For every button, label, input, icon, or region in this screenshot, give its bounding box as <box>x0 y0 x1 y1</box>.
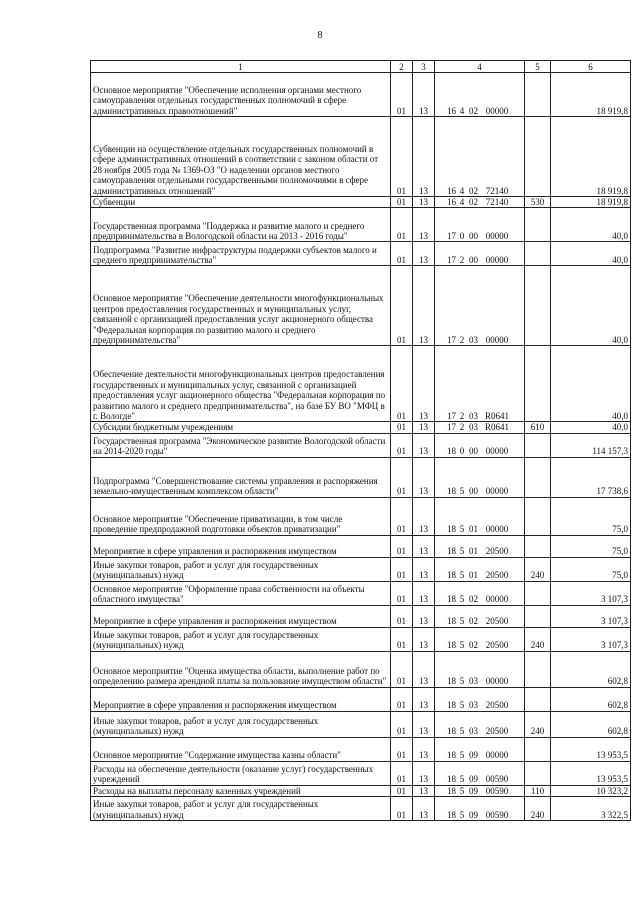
row-amount: 75,0 <box>551 557 631 581</box>
row-expense-type <box>525 497 551 535</box>
target-code-part: 03 <box>469 411 478 421</box>
row-expense-type <box>525 761 551 785</box>
row-amount: 114 157,3 <box>551 433 631 457</box>
row-target-code <box>435 242 525 266</box>
table-row <box>91 581 631 605</box>
row-target-code <box>435 761 525 785</box>
row-name: Иные закупки товаров, работ и услуг для государственных (муниципальных) нужд <box>91 627 391 651</box>
row-subsection: 13 <box>413 266 435 346</box>
target-code-part: 5 <box>459 750 465 761</box>
table-row <box>91 266 631 346</box>
target-code-part: 00000 <box>485 524 509 535</box>
row-expense-type <box>525 535 551 557</box>
target-code-part: 02 <box>469 185 478 196</box>
row-amount: 3 107,3 <box>551 627 631 651</box>
row-amount: 75,0 <box>551 497 631 535</box>
row-expense-type <box>525 242 551 266</box>
target-code-part: 00 <box>469 446 478 457</box>
target-code-part: 00 <box>469 231 478 241</box>
row-section: 01 <box>391 581 413 605</box>
target-code-part: 0 <box>459 231 465 241</box>
header-col-6: 6 <box>551 61 631 73</box>
row-name: Мероприятие в сфере управления и распоряжения имуществом <box>91 687 391 711</box>
target-code-part: 02 <box>469 616 478 627</box>
row-section: 01 <box>391 557 413 581</box>
row-name: Подпрограмма "Развитие инфраструктуры поддержки субъектов малого и среднего предпринимательства" <box>91 242 391 266</box>
target-code-part: 02 <box>469 594 478 605</box>
table-row <box>91 737 631 761</box>
row-expense-type <box>525 208 551 242</box>
row-section: 01 <box>391 197 413 208</box>
target-code-part: R0641 <box>484 411 509 421</box>
target-code-part: 20500 <box>485 570 509 581</box>
row-subsection: 13 <box>413 557 435 581</box>
target-code-part: 5 <box>459 546 465 557</box>
target-code-part: 03 <box>469 335 478 345</box>
target-code-part: 02 <box>469 197 478 207</box>
row-subsection: 13 <box>413 651 435 687</box>
target-code-part: 5 <box>459 616 465 627</box>
target-code-part: 72140 <box>485 197 509 207</box>
target-code-part: 00000 <box>485 486 509 497</box>
row-name: Государственная программа "Экономическое развитие Вологодской области на 2014-2020 годы" <box>91 433 391 457</box>
row-target-code <box>435 117 525 197</box>
header-col-1: 1 <box>91 61 391 73</box>
target-code-part: 2 <box>459 411 465 421</box>
row-subsection: 13 <box>413 433 435 457</box>
target-code-part: 00 <box>469 486 478 497</box>
row-target-code <box>435 651 525 687</box>
row-subsection: 13 <box>413 797 435 821</box>
target-code-part: 18 <box>447 750 456 761</box>
target-code-part: 2 <box>459 422 465 433</box>
row-amount: 18 919,8 <box>551 73 631 117</box>
table-row <box>91 627 631 651</box>
target-code-part: 02 <box>469 640 478 651</box>
target-code-part: 09 <box>469 785 478 796</box>
row-subsection: 13 <box>413 785 435 796</box>
row-name: Иные закупки товаров, работ и услуг для государственных (муниципальных) нужд <box>91 711 391 737</box>
table-row <box>91 422 631 433</box>
row-name: Основное мероприятие "Обеспечение деятельности многофункциональных центров предоставления государственных и муниципальных услуг, связанной с организацией предоставления услуг акционерного общества "Федеральная корпорация по развитию малого и среднего предпринимательства" <box>91 266 391 346</box>
table-row <box>91 457 631 497</box>
row-name: Основное мероприятие "Обеспечение исполнения органами местного самоуправления отдельных государственных полномочий в сфере административных правоотношений" <box>91 73 391 117</box>
table-row <box>91 117 631 197</box>
target-code-part: 18 <box>447 594 456 605</box>
target-code-part: 20500 <box>485 616 509 627</box>
target-code-part: 18 <box>447 486 456 497</box>
row-target-code <box>435 785 525 796</box>
row-subsection: 13 <box>413 422 435 433</box>
row-target-code <box>435 497 525 535</box>
row-subsection: 13 <box>413 737 435 761</box>
row-section: 01 <box>391 266 413 346</box>
table-row <box>91 557 631 581</box>
row-section: 01 <box>391 711 413 737</box>
row-amount: 10 323,2 <box>551 785 631 796</box>
header-col-3: 3 <box>413 61 435 73</box>
target-code-part: 17 <box>447 422 456 433</box>
target-code-part: 03 <box>469 700 478 711</box>
row-name: Подпрограмма "Совершенствование системы управления и распоряжения земельно-имущественным комплексом области" <box>91 457 391 497</box>
row-subsection: 13 <box>413 346 435 422</box>
row-name: Субвенции <box>91 197 391 208</box>
table-row <box>91 242 631 266</box>
row-section: 01 <box>391 761 413 785</box>
row-target-code <box>435 535 525 557</box>
row-expense-type <box>525 737 551 761</box>
row-section: 01 <box>391 117 413 197</box>
row-expense-type <box>525 73 551 117</box>
target-code-part: 5 <box>459 774 465 785</box>
target-code-part: 5 <box>459 524 465 535</box>
table-row <box>91 711 631 737</box>
target-code-part: R0641 <box>484 422 509 433</box>
row-target-code <box>435 627 525 651</box>
row-section: 01 <box>391 433 413 457</box>
target-code-part: 18 <box>447 785 456 796</box>
target-code-part: 00000 <box>485 446 509 457</box>
page-number: 8 <box>317 30 323 41</box>
target-code-part: 18 <box>447 546 456 557</box>
row-section: 01 <box>391 651 413 687</box>
table-header-row <box>91 61 631 73</box>
row-name: Иные закупки товаров, работ и услуг для государственных (муниципальных) нужд <box>91 797 391 821</box>
row-section: 01 <box>391 497 413 535</box>
row-section: 01 <box>391 346 413 422</box>
target-code-part: 09 <box>469 750 478 761</box>
row-subsection: 13 <box>413 761 435 785</box>
header-col-2: 2 <box>391 61 413 73</box>
row-name: Расходы на обеспечение деятельности (оказание услуг) государственных учреждений <box>91 761 391 785</box>
target-code-part: 18 <box>447 524 456 535</box>
target-code-part: 09 <box>469 809 478 820</box>
target-code-part: 72140 <box>485 185 509 196</box>
table-row <box>91 785 631 796</box>
row-expense-type: 530 <box>525 197 551 208</box>
row-subsection: 13 <box>413 197 435 208</box>
target-code-part: 18 <box>447 774 456 785</box>
row-section: 01 <box>391 535 413 557</box>
header-col-5: 5 <box>525 61 551 73</box>
target-code-part: 20500 <box>485 640 509 651</box>
table-row <box>91 761 631 785</box>
target-code-part: 18 <box>447 446 456 457</box>
row-expense-type: 240 <box>525 711 551 737</box>
row-section: 01 <box>391 627 413 651</box>
row-name: Субсидии бюджетным учреждениям <box>91 422 391 433</box>
row-amount: 40,0 <box>551 266 631 346</box>
target-code-part: 5 <box>459 570 465 581</box>
row-subsection: 13 <box>413 535 435 557</box>
row-section: 01 <box>391 605 413 627</box>
target-code-part: 4 <box>459 197 465 207</box>
row-amount: 40,0 <box>551 242 631 266</box>
table-row <box>91 651 631 687</box>
row-amount: 13 953,5 <box>551 761 631 785</box>
row-section: 01 <box>391 687 413 711</box>
row-name: Государственная программа "Поддержка и развитие малого и среднего предпринимательства в Вологодской области на 2013 - 2016 годы" <box>91 208 391 242</box>
target-code-part: 09 <box>469 774 478 785</box>
row-target-code <box>435 797 525 821</box>
row-target-code <box>435 73 525 117</box>
row-section: 01 <box>391 242 413 266</box>
target-code-part: 17 <box>447 335 456 345</box>
target-code-part: 02 <box>469 105 478 116</box>
row-subsection: 13 <box>413 687 435 711</box>
row-amount: 3 107,3 <box>551 605 631 627</box>
row-target-code <box>435 711 525 737</box>
target-code-part: 18 <box>447 809 456 820</box>
target-code-part: 00000 <box>485 255 509 265</box>
target-code-part: 2 <box>459 335 465 345</box>
target-code-part: 17 <box>447 255 456 265</box>
row-target-code <box>435 605 525 627</box>
row-expense-type <box>525 605 551 627</box>
row-target-code <box>435 687 525 711</box>
row-target-code <box>435 557 525 581</box>
row-expense-type <box>525 433 551 457</box>
table-row <box>91 197 631 208</box>
target-code-part: 17 <box>447 231 456 241</box>
row-amount: 18 919,8 <box>551 197 631 208</box>
target-code-part: 0 <box>459 446 465 457</box>
row-amount: 40,0 <box>551 208 631 242</box>
target-code-part: 03 <box>469 726 478 737</box>
row-expense-type <box>525 687 551 711</box>
header-col-4: 4 <box>435 61 525 73</box>
target-code-part: 16 <box>447 105 456 116</box>
target-code-part: 01 <box>469 570 478 581</box>
row-amount: 17 738,6 <box>551 457 631 497</box>
row-name: Мероприятие в сфере управления и распоряжения имуществом <box>91 535 391 557</box>
budget-table <box>90 60 631 821</box>
target-code-part: 18 <box>447 570 456 581</box>
table-row <box>91 687 631 711</box>
target-code-part: 17 <box>447 411 456 421</box>
row-target-code <box>435 581 525 605</box>
table-row <box>91 73 631 117</box>
target-code-part: 18 <box>447 616 456 627</box>
row-expense-type: 240 <box>525 557 551 581</box>
row-expense-type <box>525 266 551 346</box>
target-code-part: 4 <box>459 105 465 116</box>
row-amount: 40,0 <box>551 422 631 433</box>
target-code-part: 5 <box>459 594 465 605</box>
row-amount: 18 919,8 <box>551 117 631 197</box>
target-code-part: 00 <box>469 255 478 265</box>
target-code-part: 5 <box>459 809 465 820</box>
target-code-part: 00000 <box>485 594 509 605</box>
target-code-part: 18 <box>447 726 456 737</box>
row-subsection: 13 <box>413 581 435 605</box>
target-code-part: 16 <box>447 197 456 207</box>
target-code-part: 2 <box>459 255 465 265</box>
row-section: 01 <box>391 73 413 117</box>
row-subsection: 13 <box>413 497 435 535</box>
row-target-code <box>435 266 525 346</box>
table-row <box>91 497 631 535</box>
row-expense-type: 240 <box>525 797 551 821</box>
row-section: 01 <box>391 785 413 796</box>
row-target-code <box>435 197 525 208</box>
row-name: Мероприятие в сфере управления и распоряжения имуществом <box>91 605 391 627</box>
table-row <box>91 605 631 627</box>
row-amount: 3 107,3 <box>551 581 631 605</box>
row-section: 01 <box>391 737 413 761</box>
target-code-part: 01 <box>469 524 478 535</box>
target-code-part: 00000 <box>485 750 509 761</box>
row-name: Субвенции на осуществление отдельных государственных полномочий в сфере административных отношений в соответствии с законом области от 28 ноября 2005 года № 1369-ОЗ "О наделении органов местного самоуправления отдельными государственными полномочиями в сфере административных отношений" <box>91 117 391 197</box>
row-section: 01 <box>391 422 413 433</box>
row-amount: 602,8 <box>551 687 631 711</box>
row-subsection: 13 <box>413 711 435 737</box>
row-target-code <box>435 457 525 497</box>
target-code-part: 00590 <box>485 774 509 785</box>
row-expense-type <box>525 346 551 422</box>
row-target-code <box>435 422 525 433</box>
row-expense-type <box>525 117 551 197</box>
target-code-part: 18 <box>447 676 456 687</box>
table-row <box>91 433 631 457</box>
target-code-part: 4 <box>459 185 465 196</box>
row-subsection: 13 <box>413 457 435 497</box>
row-expense-type: 240 <box>525 627 551 651</box>
row-name: Основное мероприятие "Оформление права собственности на объекты областного имущества" <box>91 581 391 605</box>
row-subsection: 13 <box>413 627 435 651</box>
target-code-part: 20500 <box>485 546 509 557</box>
target-code-part: 5 <box>459 785 465 796</box>
target-code-part: 20500 <box>485 726 509 737</box>
target-code-part: 18 <box>447 700 456 711</box>
row-target-code <box>435 208 525 242</box>
row-expense-type: 110 <box>525 785 551 796</box>
row-subsection: 13 <box>413 242 435 266</box>
target-code-part: 00000 <box>485 105 509 116</box>
target-code-part: 5 <box>459 700 465 711</box>
row-amount: 3 322,5 <box>551 797 631 821</box>
target-code-part: 00590 <box>485 809 509 820</box>
row-expense-type <box>525 581 551 605</box>
row-target-code <box>435 433 525 457</box>
row-subsection: 13 <box>413 117 435 197</box>
row-expense-type <box>525 651 551 687</box>
row-amount: 602,8 <box>551 711 631 737</box>
table-row <box>91 535 631 557</box>
row-amount: 13 953,5 <box>551 737 631 761</box>
row-subsection: 13 <box>413 73 435 117</box>
row-subsection: 13 <box>413 605 435 627</box>
target-code-part: 00590 <box>485 785 509 796</box>
target-code-part: 18 <box>447 640 456 651</box>
table-row <box>91 797 631 821</box>
row-expense-type <box>525 457 551 497</box>
row-subsection: 13 <box>413 208 435 242</box>
target-code-part: 00000 <box>485 335 509 345</box>
row-section: 01 <box>391 457 413 497</box>
table-row <box>91 208 631 242</box>
target-code-part: 5 <box>459 486 465 497</box>
target-code-part: 00000 <box>485 231 509 241</box>
row-name: Основное мероприятие "Обеспечение приватизации, в том числе проведение предпродажной подготовки объектов приватизации" <box>91 497 391 535</box>
target-code-part: 20500 <box>485 700 509 711</box>
target-code-part: 00000 <box>485 676 509 687</box>
row-target-code <box>435 346 525 422</box>
row-target-code <box>435 737 525 761</box>
target-code-part: 16 <box>447 185 456 196</box>
target-code-part: 5 <box>459 726 465 737</box>
target-code-part: 03 <box>469 676 478 687</box>
target-code-part: 5 <box>459 676 465 687</box>
row-name: Обеспечение деятельности многофункциональных центров предоставления государственных и муниципальных услуг, связанной с организацией предоставления услуг акционерного общества "Федеральная корпорация по развитию малого и среднего предпринимательства", на базе БУ ВО "МФЦ в г. Вологде" <box>91 346 391 422</box>
row-expense-type: 610 <box>525 422 551 433</box>
row-name: Основное мероприятие "Оценка имущества области, выполнение работ по определению размера арендной платы за пользование имуществом области" <box>91 651 391 687</box>
row-amount: 602,8 <box>551 651 631 687</box>
target-code-part: 01 <box>469 546 478 557</box>
row-name: Основное мероприятие "Содержание имущества казны области" <box>91 737 391 761</box>
row-section: 01 <box>391 797 413 821</box>
row-amount: 75,0 <box>551 535 631 557</box>
row-section: 01 <box>391 208 413 242</box>
row-amount: 40,0 <box>551 346 631 422</box>
row-name: Иные закупки товаров, работ и услуг для государственных (муниципальных) нужд <box>91 557 391 581</box>
row-name: Расходы на выплаты персоналу казенных учреждений <box>91 785 391 796</box>
table-row <box>91 346 631 422</box>
target-code-part: 5 <box>459 640 465 651</box>
target-code-part: 03 <box>469 422 478 433</box>
